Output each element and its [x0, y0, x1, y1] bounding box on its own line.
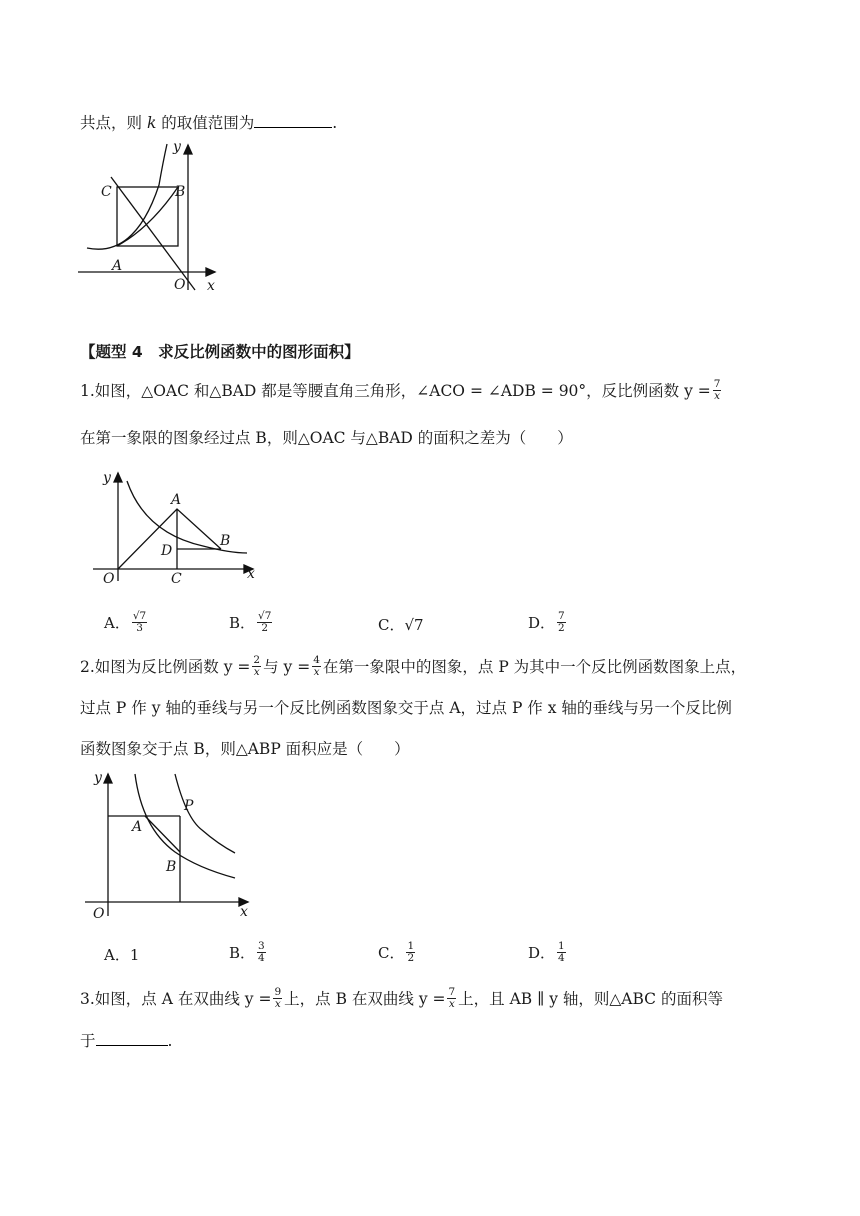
q1-option-a-label: A． [104, 614, 130, 632]
q2-fraction-1 [252, 655, 261, 678]
q1-option-a-num: √7 [132, 609, 147, 622]
q2-option-b[interactable] [229, 939, 268, 966]
q1-option-d-den: 2 [558, 621, 565, 634]
q2-text1b: 与 y = [263, 658, 311, 676]
fig0-label-c: C [101, 184, 112, 200]
q3-f2-num: 7 [448, 985, 456, 998]
q2-option-c-num: 1 [407, 939, 415, 952]
q1-number: 1. [80, 382, 95, 400]
q1-fig-label-y: y [103, 470, 111, 486]
fig0-label-x: x [207, 278, 215, 294]
q2-option-c-frac [406, 941, 415, 964]
q3-f1-den: x [274, 997, 281, 1010]
q1-frac-den: x [714, 389, 721, 402]
q1-line2 [80, 427, 573, 449]
q3-fraction-2 [447, 987, 456, 1010]
prev-end: . [332, 114, 338, 132]
q2-option-c-label: C． [378, 944, 405, 962]
q2-option-d-den: 4 [558, 951, 565, 964]
q3-f1-num: 9 [274, 985, 282, 998]
q1-fig-label-c: C [171, 571, 182, 587]
q1-option-a-frac [132, 611, 147, 634]
q2-text1c: 在第一象限中的图象，点 P 为其中一个反比例函数图象上点， [322, 658, 747, 676]
section-heading: 【题型 4 求反比例函数中的图形面积】 [80, 343, 360, 361]
q1-frac-num: 7 [713, 377, 721, 390]
q2-option-d-frac [557, 941, 566, 964]
q1-option-b[interactable] [229, 609, 274, 636]
q3-number: 3. [80, 990, 95, 1008]
q2-text3: 函数图象交于点 B，则△ABP 面积应是（ ） [80, 740, 410, 758]
q1-option-b-label: B． [229, 614, 256, 632]
q2-fig-label-a: A [132, 819, 143, 835]
q2-text1a: 如图为反比例函数 y = [94, 658, 251, 676]
q1-option-c[interactable] [378, 614, 424, 635]
q2-fig-label-x: x [240, 904, 248, 920]
q2-number: 2. [80, 658, 95, 676]
q1-fraction [713, 379, 722, 402]
q2-option-a[interactable] [104, 944, 139, 965]
q2-option-c-den: 2 [407, 951, 415, 964]
q2-fig-label-o: O [93, 906, 105, 922]
q2-option-c[interactable] [378, 939, 417, 966]
fig0-label-y: y [173, 139, 181, 155]
q2-fig-label-b: B [166, 859, 177, 875]
fig0-label-o: O [174, 277, 186, 293]
q1-fig-label-b: B [220, 533, 231, 549]
q2-line3 [80, 738, 410, 760]
fig0-label-a: A [112, 258, 123, 274]
q3-text1c: 上，且 AB ∥ y 轴，则△ABC 的面积等 [458, 990, 723, 1008]
q3-text1b: 上，点 B 在双曲线 y = [284, 990, 446, 1008]
q3-text2: 于 [80, 1032, 96, 1050]
q3-fraction-1 [273, 987, 282, 1010]
q1-option-b-num: √7 [258, 609, 272, 622]
q1-text2: 在第一象限的图象经过点 B，则△OAC 与△BAD 的面积之差为（ ） [80, 429, 573, 447]
q1-line1 [80, 377, 723, 404]
q1-text1: 如图，△OAC 和△BAD 都是等腰直角三角形，∠ACO = ∠ADB = 90°，反比例函数 y = [94, 382, 711, 400]
q3-f2-den: x [448, 997, 455, 1010]
q2-option-b-num: 3 [258, 939, 265, 952]
prev-text-before: 共点，则 [80, 114, 147, 132]
q1-option-d-frac [557, 611, 566, 634]
prev-text-after: 的取值范围为 [156, 114, 255, 132]
q1-option-a-den: 3 [136, 621, 143, 634]
q1-fig-label-x: x [247, 566, 255, 582]
q1-option-b-den: 2 [261, 621, 269, 634]
q1-option-c-label: C． [378, 616, 405, 634]
q3-line2 [80, 1030, 172, 1052]
prev-var-k: k [146, 114, 157, 132]
q2-option-a-label: A． [104, 946, 130, 964]
q2-f1-den: x [253, 665, 260, 678]
q2-f2-num: 4 [313, 653, 320, 666]
q3-end: . [167, 1032, 173, 1050]
q1-option-a[interactable] [104, 609, 149, 636]
q2-f2-den: x [313, 665, 320, 678]
q2-text2: 过点 P 作 y 轴的垂线与另一个反比例函数图象交于点 A，过点 P 作 x 轴的垂线与另一个反比例 [80, 699, 732, 717]
q2-option-d-label: D． [528, 944, 556, 962]
q2-fig-label-p: P [184, 798, 194, 814]
figure-q2 [80, 768, 260, 928]
q3-answer-blank [96, 1031, 168, 1046]
q2-option-b-label: B． [229, 944, 256, 962]
q1-option-d-label: D． [528, 614, 556, 632]
figure-q1 [85, 463, 275, 588]
q2-option-b-den: 4 [258, 951, 265, 964]
prev-question-line [80, 112, 337, 134]
q2-line1 [80, 653, 747, 680]
q1-fig-label-o: O [103, 571, 115, 587]
q1-option-d-num: 7 [558, 609, 565, 622]
q2-fraction-2 [312, 655, 321, 678]
q1-option-b-frac [257, 611, 272, 634]
q2-option-d[interactable] [528, 939, 568, 966]
q2-f1-num: 2 [253, 653, 261, 666]
q2-fig-label-y: y [94, 770, 102, 786]
q1-fig-label-d: D [161, 543, 173, 559]
q2-option-a-text: 1 [129, 946, 140, 964]
q1-option-d[interactable] [528, 609, 568, 636]
q1-option-c-text: √7 [404, 616, 424, 634]
figure-prev [75, 140, 225, 300]
q3-line1 [80, 985, 723, 1012]
q1-fig-label-a: A [171, 492, 182, 508]
q2-option-d-num: 1 [558, 939, 565, 952]
q3-text1a: 如图，点 A 在双曲线 y = [94, 990, 272, 1008]
q2-line2 [80, 697, 732, 719]
fig0-label-b: B [175, 184, 186, 200]
q2-option-b-frac [257, 941, 266, 964]
answer-blank [254, 113, 332, 128]
